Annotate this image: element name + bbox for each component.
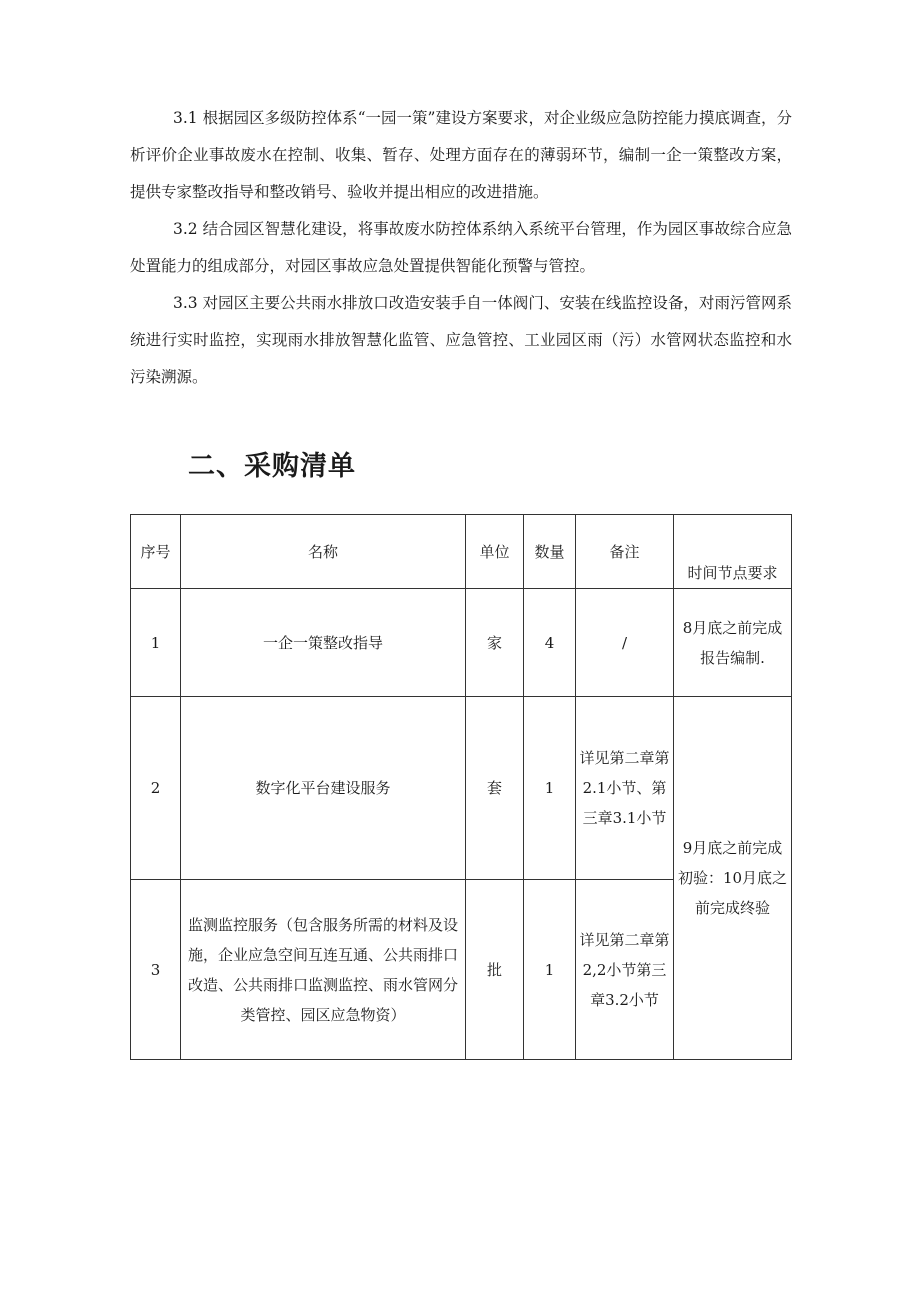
header-deadline: 时间节点要求: [674, 515, 792, 589]
row-index: 3: [131, 880, 181, 1060]
header-unit: 单位: [466, 515, 524, 589]
table-row: [131, 697, 792, 880]
row-qty: 4: [524, 589, 576, 697]
procurement-table: [130, 514, 792, 1060]
row-unit: 套: [466, 697, 524, 880]
paragraph-3-1: 3.1 根据园区多级防控体系“一园一策”建设方案要求，对企业级应急防控能力摸底调查，分析评价企业事故废水在控制、收集、暂存、处理方面存在的薄弱环节，编制一企一策整改方案，提供专家整改指导和整改销号、验收并提出相应的改进措施。: [130, 109, 792, 201]
row-deadline: 8月底之前完成报告编制.: [674, 589, 792, 697]
row-remark: 详见第二章第2,2小节第三章3.2小节: [576, 880, 674, 1060]
paragraph-3-3: 3.3 对园区主要公共雨水排放口改造安装手自一体阀门、安装在线监控设备，对雨污管网系统进行实时监控，实现雨水排放智慧化监管、应急管控、工业园区雨（污）水管网状态监控和水污染溯源。: [130, 294, 792, 386]
row-qty: 1: [524, 880, 576, 1060]
row-index: 2: [131, 697, 181, 880]
section-title: 二、采购清单: [188, 451, 356, 482]
row-name: 监测监控服务（包含服务所需的材料及设施，企业应急空间互连互通、公共雨排口改造、公共雨排口监测监控、雨水管网分类管控、园区应急物资）: [181, 880, 466, 1060]
row-index: 1: [131, 589, 181, 697]
row-name: 一企一策整改指导: [181, 589, 466, 697]
row-qty: 1: [524, 697, 576, 880]
row-remark: /: [576, 589, 674, 697]
row-name: 数字化平台建设服务: [181, 697, 466, 880]
table-header-row: [131, 515, 792, 589]
row-remark: 详见第二章第2.1小节、第三章3.1小节: [576, 697, 674, 880]
table-row: [131, 589, 792, 697]
shared-deadline: 9月底之前完成初验：10月底之前完成终验: [674, 697, 792, 1060]
row-unit: 家: [466, 589, 524, 697]
row-unit: 批: [466, 880, 524, 1060]
header-index: 序号: [131, 515, 181, 589]
header-name: 名称: [181, 515, 466, 589]
header-qty: 数量: [524, 515, 576, 589]
paragraph-3-2: 3.2 结合园区智慧化建设，将事故废水防控体系纳入系统平台管理，作为园区事故综合应急处置能力的组成部分，对园区事故应急处置提供智能化预警与管控。: [130, 220, 792, 275]
header-remark: 备注: [576, 515, 674, 589]
